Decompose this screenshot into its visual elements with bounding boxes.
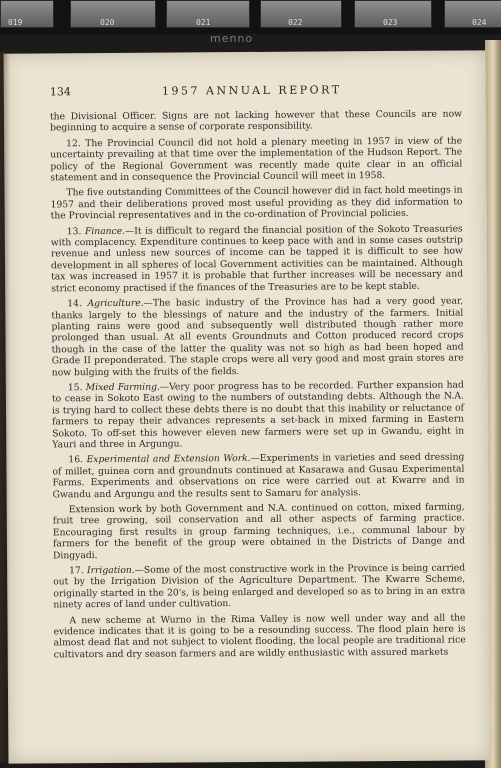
running-title: 1957 ANNUAL REPORT	[161, 83, 342, 98]
paragraph-number: 16.	[68, 454, 87, 466]
section-heading: Mixed Farming.	[85, 381, 160, 394]
frame-number: 019	[8, 18, 23, 27]
page-number: 134	[49, 85, 71, 99]
frame-number: 023	[383, 18, 398, 27]
paragraph	[53, 612, 465, 661]
paragraph	[50, 135, 462, 184]
paragraph	[50, 108, 462, 134]
paragraph-text: —Some of the most constructive work in the Province is being carried out by the Irrigation Division of the Agriculture Department. The Kwarre Scheme, originally started in the 20's, is being enlarged and developed so as to bring in an extra ninety acres of land under cultivation.	[53, 562, 466, 611]
paragraph-text: —It is difficult to regard the financial position of the Sokoto Treasuries with complacency. Expenditure continues to keep pace with and in some cases outstrip revenue and unless new sources of income can be tapped it is difficult to see how development in all spheres of local Government activities can be maintained. Although tax was increased in 1957 it is probable that further increases will be necessary and strict economy practised if the finances of the Treasuries are to be kept stable.	[50, 223, 464, 295]
film-strip	[0, 0, 501, 34]
paragraph	[51, 223, 463, 294]
paragraph	[51, 296, 464, 379]
frame-number: 020	[100, 18, 115, 27]
section-heading: Finance.	[84, 225, 126, 237]
paragraph-number: 15.	[67, 382, 86, 394]
body-text	[50, 108, 466, 664]
paragraph-text: 12. The Provincial Council did not hold a plenary meeting in 1957 in view of the uncertainty prevailing at that time over the implementation of the Hudson Report. The policy of the Regional Government was recently made quite clear in an official statement and in consequence the Provincial Council will meet in 1958.	[50, 135, 463, 184]
paragraph-text: A new scheme at Wurno in the Rima Valley is now well under way and all the evidence indicates that it is going to be a resounding success. The flood plain here is almost dead flat and not subject to violent flooding, the local people are traditional rice cultivators and dry season farmers and are wildly enthusiastic with assured markets	[53, 612, 466, 661]
paragraph-text: the Divisional Officer. Signs are not lacking however that these Councils are now beginning to acquire a sense of corporate responsibility.	[49, 108, 462, 134]
frame-number: 024	[472, 18, 487, 27]
paragraph-text: —The basic industry of the Province has had a very good year, thanks largely to the blessings of nature and the industry of the farmers. Initial planting rains were good and subsequently well distributed though rather more prolonged than usual. At all events Groundnuts and Cotton produced record crops though in the case of the latter the quality was not so high as had been hoped and Grade II preponderated. The staple crops were all very good and most grain stores are now bulging with the fruits of the fields.	[51, 295, 464, 378]
paragraph-text: —Experiments in varieties and seed dressing of millet, guinea corn and groundnuts continued at Kasarawa and Gusau Experimental Farms. Experiments and observations on rice were carried out at Kwarre and in Gwandu and Argungu and the results sent to Samaru for analysis.	[52, 451, 465, 500]
paragraph	[53, 563, 465, 612]
frame-number: 022	[288, 18, 303, 27]
film-brand-logo: menno	[210, 32, 254, 45]
paragraph-text: The five outstanding Committees of the Council however did in fact hold meetings in 1957 and their deliberations proved most useful providing as they did information to the Provincial representatives and in the co-ordination of Provincial policies.	[50, 184, 463, 222]
paragraph-number: 13.	[66, 225, 85, 237]
frame-number: 021	[196, 18, 211, 27]
paragraph-text: —Very poor progress has to be recorded. Further expansion had to cease in Sokoto East owing to the numbers of outstanding debts. Although the N.A. is trying hard to collect these debts there is no doubt that this inability or reluctance of farmers to repay their advances represents a set-back in mixed farming in Eastern Sokoto. To off-set this however eleven new farmers were set up in Gwandu, eight in Yauri and three in Argungu.	[51, 379, 465, 451]
section-heading: Experimental and Extension Work.	[86, 453, 251, 466]
paragraph-number: 17.	[69, 565, 88, 577]
binding-shadow	[0, 52, 10, 762]
paragraph	[53, 501, 465, 561]
paragraph-text: Extension work by both Government and N.A. continued on cotton, mixed farming, fruit tree growing, soil conservation and all other aspects of farming practice. Encouraging first results in group farming techniques, i.e., communal labour by farmers for the benefit of the group were obtained in the Districts of Dange and Dingyadi.	[52, 501, 465, 561]
paragraph	[50, 185, 462, 222]
document-page	[4, 50, 491, 763]
paragraph-number: 14.	[67, 298, 88, 310]
paragraph	[52, 452, 464, 501]
section-heading: Agriculture.	[87, 297, 144, 310]
paragraph	[52, 379, 464, 450]
page-header	[50, 83, 460, 104]
section-heading: Irrigation.	[86, 564, 135, 577]
